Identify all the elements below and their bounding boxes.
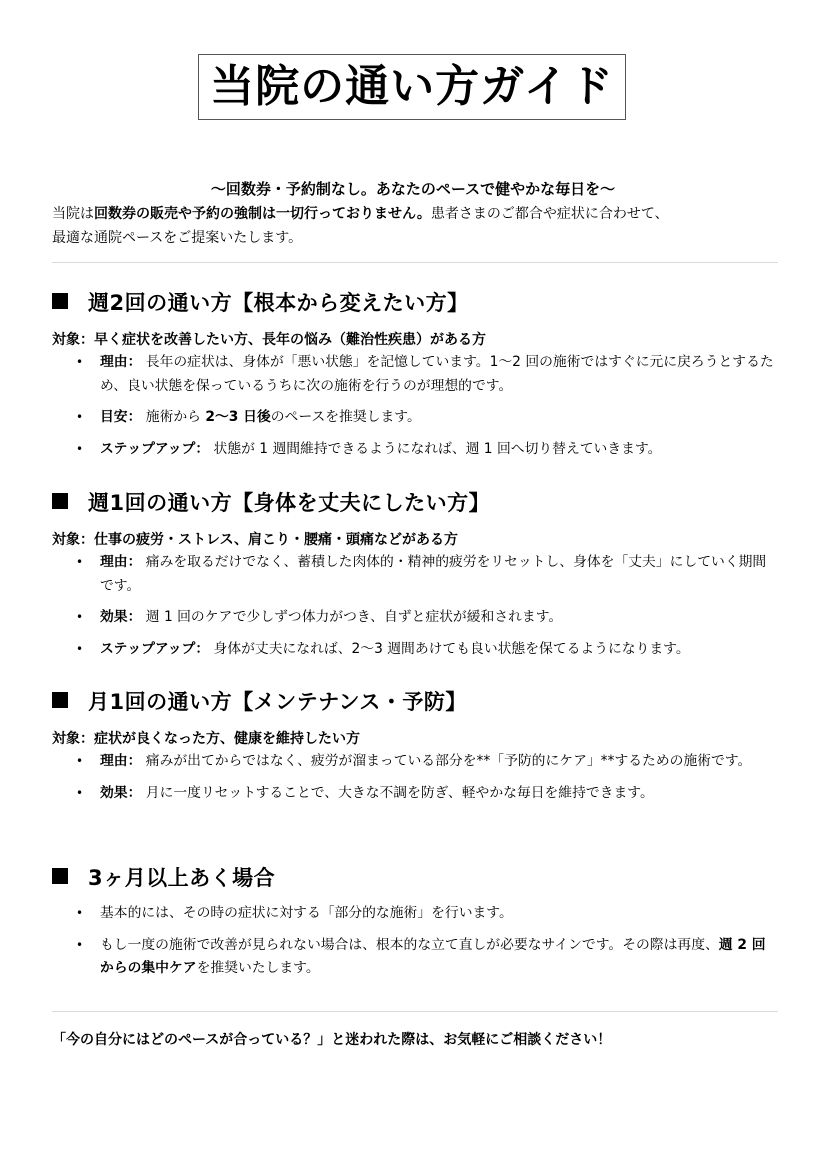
- list-item: [52, 750, 778, 774]
- item-text: 痛みを取るだけでなく、蓄積した肉体的・精神的疲労をリセットし、身体を「丈夫」にしていく期間です。: [100, 554, 767, 594]
- square-bullet-icon: [52, 868, 68, 884]
- square-bullet-icon: [52, 293, 68, 309]
- section-heading-1: [52, 287, 469, 317]
- section-target-3: 対象：症状が良くなった方、健康を維持したい方: [52, 731, 360, 747]
- title-box: [198, 54, 626, 120]
- section-list-1: [52, 351, 778, 469]
- item-separator: ：: [127, 354, 142, 370]
- item-label: 理由: [100, 554, 128, 570]
- item-text: 長年の症状は、身体が「悪い状態」を記憶しています。1～2 回の施術ではすぐに元に戻ろうとするため、良い状態を保っているうちに次の施術を行うのが理想的です。: [100, 354, 774, 394]
- subtitle: ～回数券・予約制なし。あなたのペースで健やかな毎日を～: [210, 180, 616, 198]
- square-bullet-icon: [52, 692, 68, 708]
- list-item: [52, 351, 778, 398]
- list-item: [52, 551, 778, 598]
- intro-text-2: 患者さまのご都合や症状に合わせて、: [430, 206, 669, 222]
- list-item: [52, 406, 778, 430]
- bullet-icon: •: [76, 641, 84, 656]
- item-text: もし一度の施術で改善が見られない場合は、根本的な立て直しが必要なサインです。その際は再度、: [100, 936, 719, 953]
- list-item: [52, 606, 778, 630]
- item-separator: ：: [195, 440, 210, 457]
- item-separator: ：: [127, 609, 142, 625]
- section-heading-3: [52, 686, 467, 716]
- item-text: 身体が丈夫になれば、2～3 週間あけても良い状態を保てるようになります。: [213, 640, 690, 657]
- item-text: 週 1 回のケアで少しずつ体力がつき、自ずと症状が緩和されます。: [145, 609, 563, 625]
- list-item: [52, 438, 778, 462]
- bullet-icon: •: [76, 906, 84, 920]
- item-separator: ：: [127, 784, 142, 801]
- item-text-bold: 2～3 日後: [205, 409, 271, 425]
- item-text: 基本的には、その時の症状に対する「部分的な施術」を行います。: [100, 905, 513, 921]
- bullet-icon: •: [76, 937, 84, 952]
- item-label: ステップアップ: [100, 640, 196, 657]
- section-list-3: [52, 750, 778, 813]
- item-text: 施術から: [145, 409, 206, 425]
- bullet-icon: •: [76, 355, 84, 369]
- section-heading-4-text: 3ヶ月以上あく場合: [88, 866, 276, 890]
- item-label: 理由: [100, 753, 128, 769]
- bullet-icon: •: [76, 555, 84, 569]
- intro-text-3: 最適な通院ペースをご提案いたします。: [52, 230, 303, 246]
- divider-top: [52, 262, 778, 263]
- section-heading-4: [52, 862, 275, 892]
- item-label: ステップアップ: [100, 440, 196, 457]
- list-item: [52, 902, 778, 926]
- section-heading-1-text: 週2回の通い方【根本から変えたい方】: [88, 291, 469, 315]
- item-separator: ：: [127, 409, 142, 425]
- section-target-1: 対象：早く症状を改善したい方、長年の悩み（難治性疾患）がある方: [52, 332, 486, 348]
- intro-paragraph: [52, 202, 782, 250]
- item-text-bold: 週 2 回からの集中ケア: [100, 936, 766, 976]
- section-heading-2: [52, 487, 490, 517]
- list-item: [52, 782, 778, 806]
- intro-text-bold: 回数券の販売や予約の強制は一切行っておりません。: [94, 206, 431, 222]
- page-title: 当院の通い方ガイド: [210, 61, 614, 112]
- item-label: 目安: [100, 409, 128, 425]
- item-text: のペースを推奨します。: [270, 409, 421, 425]
- bullet-icon: •: [76, 610, 84, 624]
- item-label: 効果: [100, 784, 128, 801]
- item-separator: ：: [195, 640, 210, 657]
- list-item: [52, 638, 778, 662]
- item-text: 状態が 1 週間維持できるようになれば、週 1 回へ切り替えていきます。: [213, 440, 662, 457]
- item-text: 月に一度リセットすることで、大きな不調を防ぎ、軽やかな毎日を維持できます。: [145, 784, 654, 801]
- bullet-icon: •: [76, 441, 84, 456]
- section-heading-3-text: 月1回の通い方【メンテナンス・予防】: [88, 690, 467, 714]
- item-label: 効果: [100, 609, 128, 625]
- item-text: 痛みが出てからではなく、疲労が溜まっている部分を**「予防的にケア」**するための施術です。: [145, 753, 752, 769]
- section-list-2: [52, 551, 778, 669]
- bullet-icon: •: [76, 410, 84, 424]
- section-target-2: 対象：仕事の疲労・ストレス、肩こり・腰痛・頭痛などがある方: [52, 532, 458, 548]
- section-heading-2-text: 週1回の通い方【身体を丈夫にしたい方】: [88, 491, 491, 515]
- closing-message: 「今の自分にはどのペースが合っている？」と迷われた際は、お気軽にご相談ください！: [52, 1032, 612, 1048]
- item-text: を推奨いたします。: [196, 960, 320, 976]
- bullet-icon: •: [76, 785, 84, 800]
- square-bullet-icon: [52, 493, 68, 509]
- list-item: [52, 934, 778, 981]
- item-separator: ：: [127, 554, 142, 570]
- item-label: 理由: [100, 354, 128, 370]
- divider-bottom: [52, 1011, 778, 1012]
- item-separator: ：: [127, 753, 142, 769]
- bullet-icon: •: [76, 754, 84, 768]
- section-list-4: [52, 902, 778, 989]
- intro-text-1: 当院は: [52, 206, 94, 222]
